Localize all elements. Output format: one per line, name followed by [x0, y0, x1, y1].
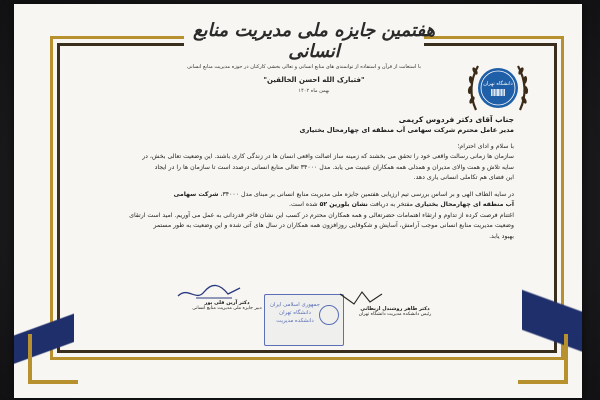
- header-line: با استعانت از قرآن و استفاده از توانمندی های منابع انسانی و تعالی بخشی کارکنان در حوزه مدیریت منابع انسانی: [187, 64, 421, 70]
- right-signatory-name: دکتر طاهر روشندل اربطانی: [360, 306, 430, 312]
- left-signatory-title: دبیر جایزه ملی مدیریت منابع انسانی: [192, 306, 262, 311]
- awarded-suffix: شده است.: [289, 201, 318, 208]
- paragraph2-line2: [84, 200, 514, 211]
- company-type: شرکت سهامی: [173, 190, 219, 198]
- stamp-line1: جمهوری اسلامی ایران: [269, 302, 320, 308]
- right-signatory-title: رئیس دانشکده مدیریت دانشگاه تهران: [358, 312, 432, 317]
- left-signatory-name: دکتر آرین قلی پور: [204, 300, 250, 306]
- company-name: آب منطقه ای چهارمحال بختیاری: [414, 201, 514, 208]
- paragraph1-line2: سایه تلاش و همت والای مدیران و همدلی همه همکاران عینیت می یابد. مدل ۳۴۰۰۰ تعالی منابع انسانی درصدد است تا سازمان ها را در ایجاد: [154, 163, 514, 171]
- stamp-line3: دانشکده مدیریت: [276, 318, 314, 324]
- greeting: با سلام و ادای احترام؛: [457, 142, 514, 150]
- gold-corner-bottom-right: [518, 334, 568, 384]
- awarded-text: مفتخر به دریافت: [369, 201, 413, 208]
- paragraph3-line2: وضعیت مدیریت منابع انسانی موجب آرامش، آسایش و شکوفایی روزافزون همه همکاران در سال های آتی شده و این وضعیت به طور مستمر: [153, 222, 514, 229]
- paragraph1-line1: سازمان ها زمانی رسالت واقعی خود را تحقق می بخشند که زمینه ساز اصالت واقعی انسان ها در زندگی کاری باشند. این وضعیت تعالی بخش، در: [142, 153, 514, 160]
- right-signature-block: [340, 306, 450, 317]
- left-signature-block: [182, 300, 272, 311]
- paragraph2-line1-text: در سایه الطاف الهی و بر اساس بررسی تیم ارزیابی هفتمین جایزه ملی مدیریت منابع انسانی بر مبنای مدل ۳۴۰۰۰،: [220, 190, 514, 198]
- paragraph1-line3: این فضای هم تکاملی انسانی یاری دهد.: [413, 174, 514, 181]
- stamp-text: [269, 301, 321, 325]
- seal-text: دانشگاه تهران: [483, 81, 513, 87]
- quran-quote: "فتبارک الله احسن الخالقین": [263, 76, 365, 84]
- certificate-body: [84, 114, 514, 242]
- official-stamp: [264, 294, 344, 346]
- certificate-sheet: [14, 4, 582, 398]
- recipient-name: جناب آقای دکتر فردوس کریمی: [398, 115, 514, 124]
- recipient-position: مدیر عامل محترم شرکت سهامی آب منطقه ای چهارمحال بختیاری: [299, 126, 514, 134]
- stamp-line2: دانشگاه تهران: [279, 310, 311, 316]
- paragraph3-line3: بهبود یابد.: [489, 232, 514, 240]
- certificate-title: هفتمین جایزه ملی مدیریت منابع انسانی: [192, 20, 436, 62]
- certificate-date: بهمن ماه ۱۴۰۲: [298, 88, 330, 94]
- paragraph2-line1: [84, 190, 514, 201]
- paragraph3-line1: اغتنام فرصت کرده از تداوم و ارتقاء اهتمامات حضرتعالی و همه همکاران محترم در کسب این نشان فاخر قدردانی به عمل می آوریم. امید است ارتقای: [129, 211, 514, 219]
- gold-corner-bottom-left: [28, 334, 78, 384]
- award-badge-name: نشان بلورین ۵۲: [319, 201, 368, 208]
